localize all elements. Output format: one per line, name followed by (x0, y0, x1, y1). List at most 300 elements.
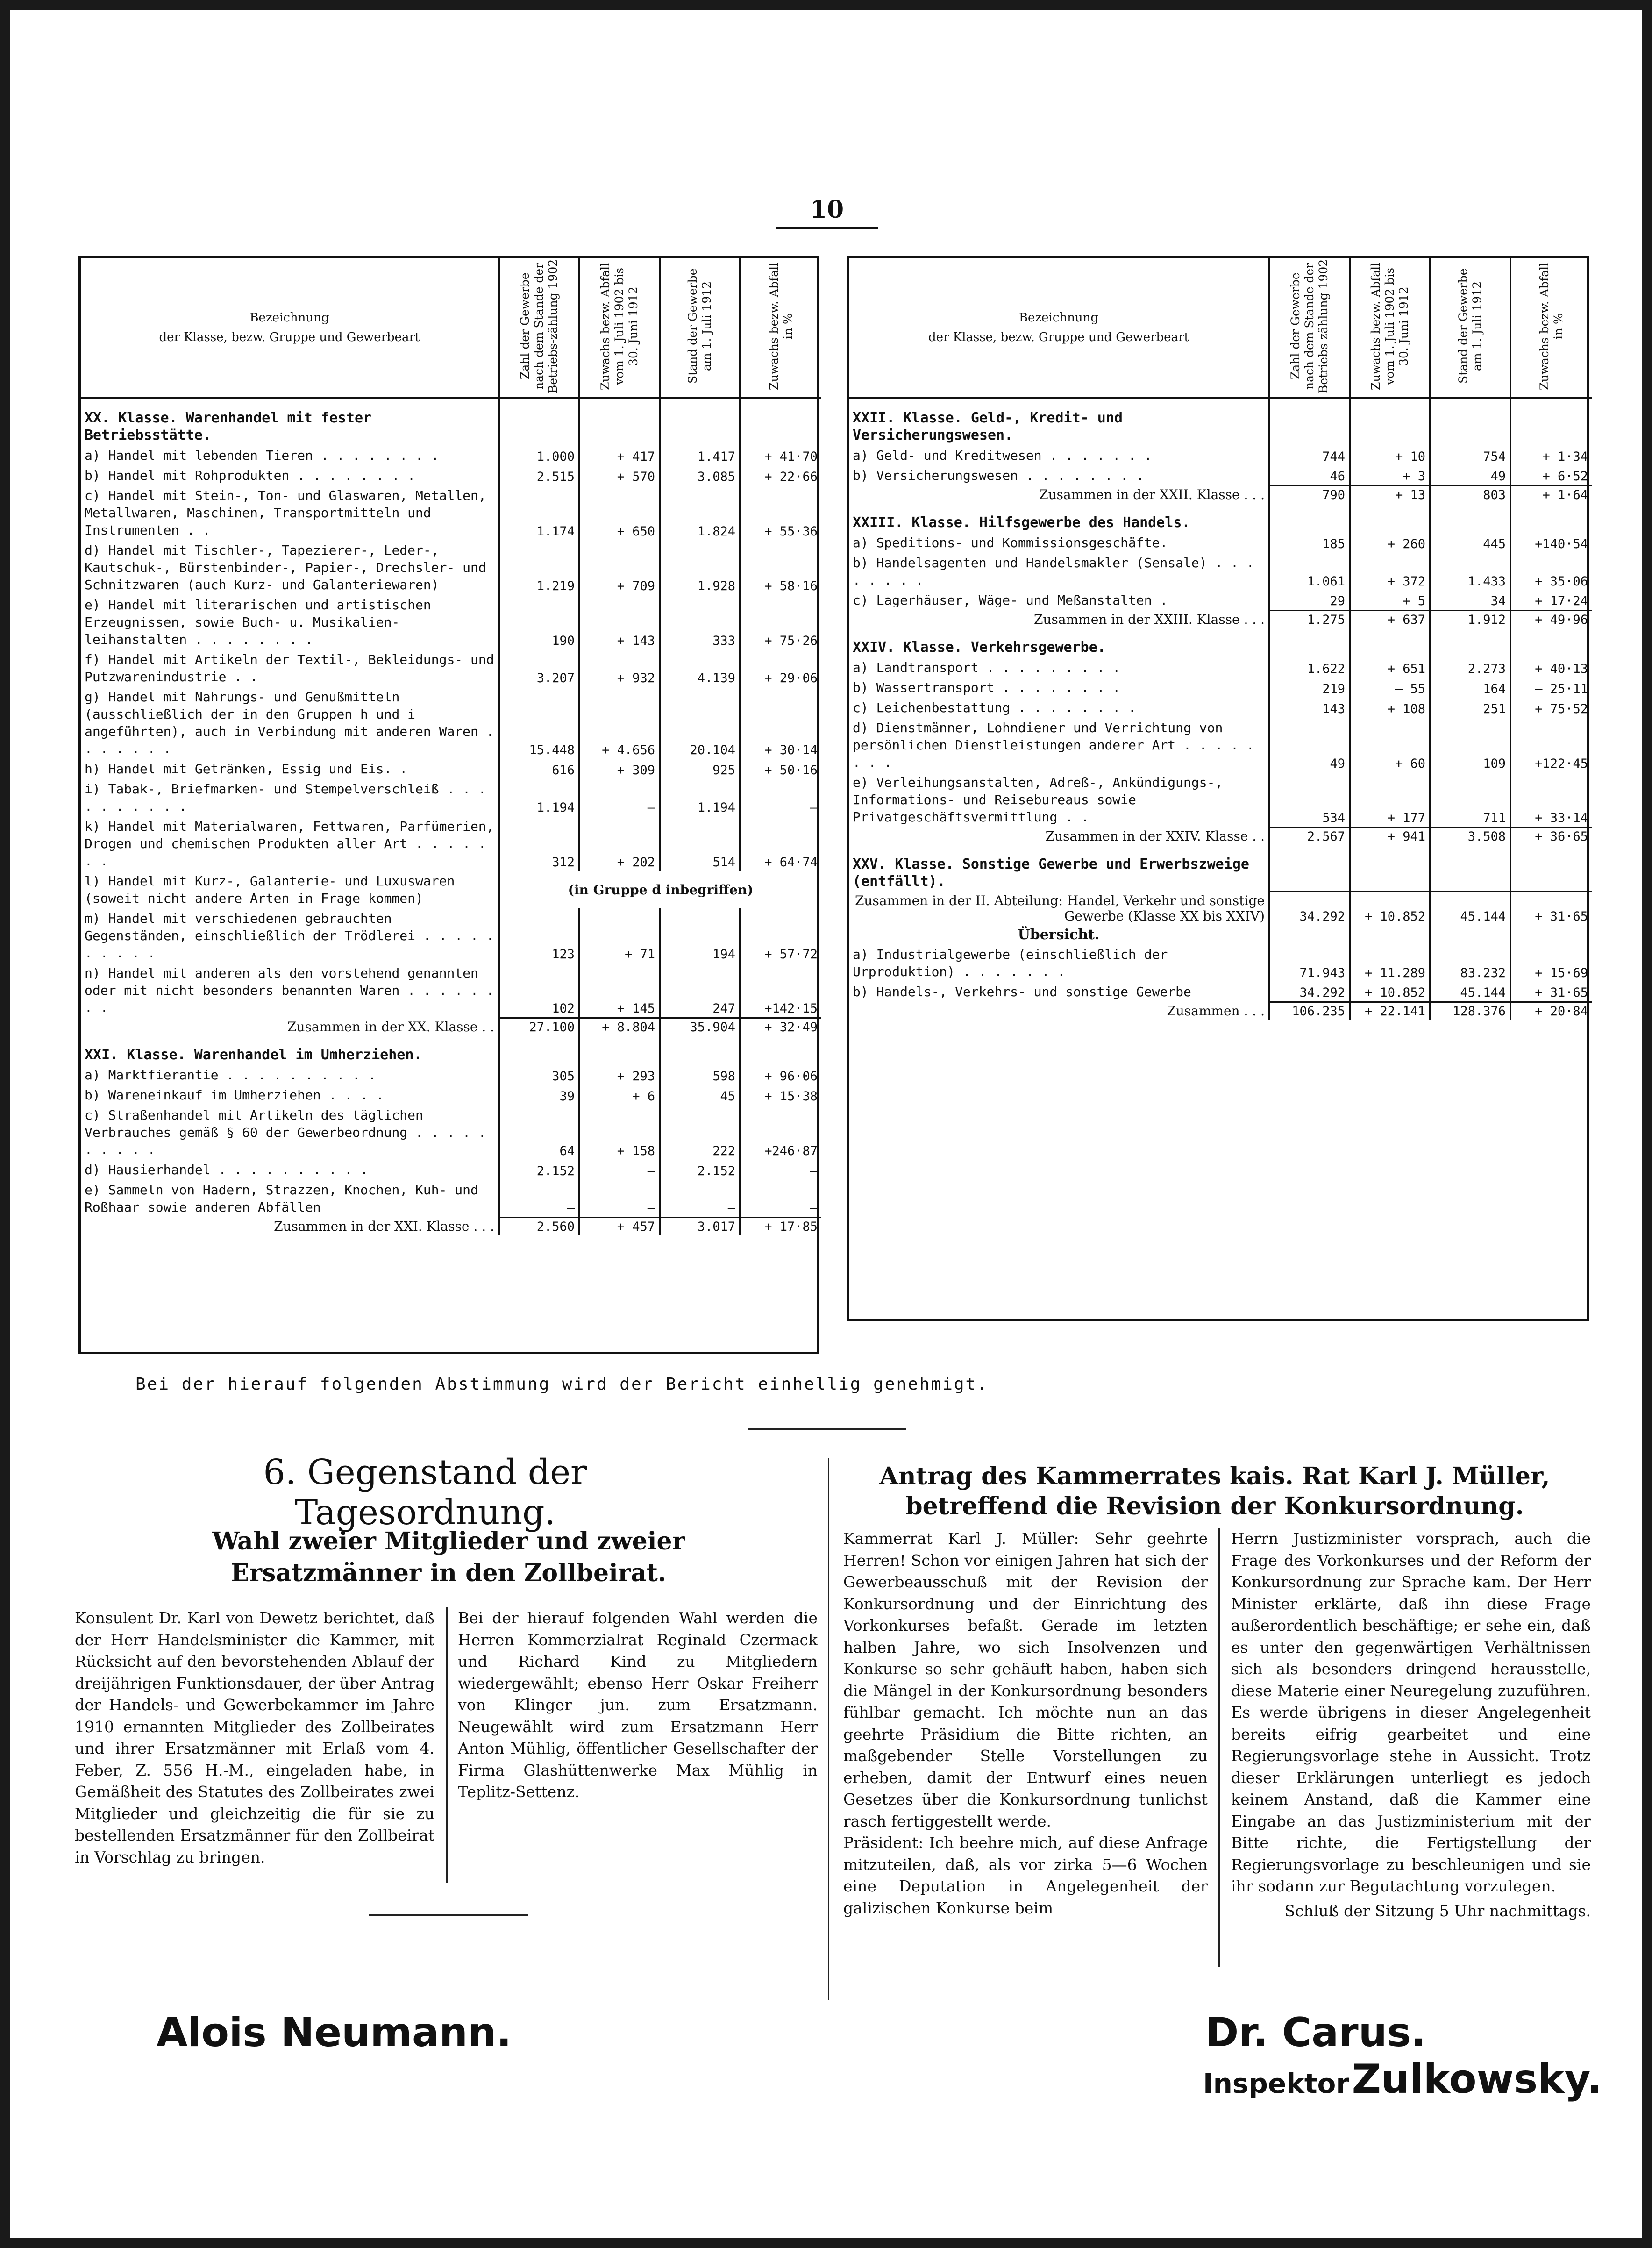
count-1902: 305 (499, 1065, 579, 1085)
row-label: b) Handelsagenten und Handelsmakler (Sensale) . . . . . . . . (849, 553, 1269, 590)
empty-cell (1269, 925, 1350, 944)
change-percent: + 17·24 (1535, 593, 1588, 608)
count-1902: 102 (499, 963, 579, 1018)
count-1902: 2.560 (499, 1217, 579, 1235)
count-1912: 222 (660, 1105, 740, 1160)
table-row (849, 657, 1592, 678)
table-row (849, 533, 1592, 553)
class-heading: XX. Klasse. Warenhandel mit fester Betriebsstätte. (81, 398, 499, 446)
header-designation (849, 258, 1269, 398)
class-heading: XXII. Klasse. Geld-, Kredit- und Versicherungswesen. (849, 398, 1269, 446)
header-col3: Stand der Gewerbe am 1. Juli 1912 (1430, 258, 1510, 398)
sum-label: Zusammen in der XXI. Klasse . . . (81, 1217, 499, 1235)
count-1912: 754 (1430, 445, 1510, 465)
change-percent: + 35·06 (1535, 574, 1588, 589)
count-1912: 711 (1430, 772, 1510, 827)
count-1902: 2.515 (499, 465, 579, 485)
table-row (849, 772, 1592, 827)
change-percent: + 58·16 (764, 579, 818, 593)
row-label: e) Handel mit literarischen und artistischen Erzeugnissen, sowie Buch- u. Musikalien-leihanstalten . . . . . . . . (81, 595, 499, 649)
count-1912: 2.152 (660, 1160, 740, 1180)
table-row (81, 908, 821, 963)
empty-cell (1430, 925, 1510, 944)
table-row (81, 779, 821, 816)
table-row (849, 982, 1592, 1002)
count-1902: 34.292 (1269, 982, 1350, 1002)
change-percent: + 96·06 (764, 1069, 818, 1084)
row-label: a) Industrialgewerbe (einschließlich der Urproduktion) . . . . . . . (849, 944, 1269, 982)
empty-cell (579, 398, 660, 446)
table-row (849, 553, 1592, 590)
count-1912: 20.104 (660, 687, 740, 759)
change-absolute: + 372 (1350, 553, 1430, 590)
change-percent: + 30·14 (764, 743, 818, 757)
sum-row (849, 827, 1592, 845)
change-percent: + 40·13 (1535, 662, 1588, 676)
change-absolute: + 417 (579, 445, 660, 465)
change-percent: + 33·14 (1535, 810, 1588, 825)
column-rule (828, 1458, 829, 2000)
empty-cell (1269, 504, 1350, 533)
table-header-row (81, 258, 821, 398)
section6-column1: Konsulent Dr. Karl von Dewetz berichtet, daß der Herr Handelsminister die Kammer, mit Rücksicht auf den bevorstehenden Ablauf der dreijährigen Funktionsdauer, der über Antrag der Handels- und Gewerbekammer im Jahre 1910 ernannten Mitglieder des Zollbeirates und ihrer Ersatzmänner mit Erlaß vom 4. Feber, Z. 556 H.-M., eingeladen habe, in Gemäßheit des Statutes des Zollbeirates zwei Mitglieder und gleichzeitig die für sie zu bestellenden Ersatzmänner für den Zollbeirat in Vorschlag zu bringen. (75, 1609, 434, 1866)
change-percent: + 50·16 (764, 763, 818, 778)
empty-cell (579, 1036, 660, 1065)
left-table-body (81, 398, 821, 1236)
count-1912: 49 (1430, 465, 1510, 485)
class-heading: XXIV. Klasse. Verkehrsgewerbe. (849, 628, 1269, 657)
row-label: b) Handels-, Verkehrs- und sonstige Gewerbe (849, 982, 1269, 1002)
change-absolute: — 55 (1350, 678, 1430, 698)
change-percent: + 55·36 (764, 524, 818, 539)
count-1912: 45.144 (1430, 892, 1510, 925)
row-label: l) Handel mit Kurz-, Galanterie- und Luxuswaren (soweit nicht andere Arten in Frage kommen) (81, 871, 499, 908)
change-absolute: + 108 (1350, 698, 1430, 718)
count-1902: 39 (499, 1085, 579, 1105)
empty-cell (1269, 845, 1350, 892)
change-percent: + 32·49 (740, 1018, 821, 1036)
change-percent: + 15·38 (764, 1089, 818, 1104)
count-1912: 4.139 (660, 649, 740, 687)
class-heading: XXIII. Klasse. Hilfsgewerbe des Handels. (849, 504, 1269, 533)
table-row (81, 759, 821, 779)
change-percent: — (810, 800, 818, 815)
overview-heading: Übersicht. (849, 925, 1269, 944)
header-col2: Zuwachs bezw. Abfall vom 1. Juli 1902 bis 30. Juni 1912 (1350, 258, 1430, 398)
change-absolute: + 4.656 (579, 687, 660, 759)
change-absolute: + 71 (579, 908, 660, 963)
empty-cell (1510, 925, 1592, 944)
sum-row (81, 1217, 821, 1235)
count-1912: — (660, 1180, 740, 1217)
change-absolute: + 8.804 (579, 1018, 660, 1036)
change-absolute: + 3 (1350, 465, 1430, 485)
overview-heading-row (849, 925, 1592, 944)
row-label: h) Handel mit Getränken, Essig und Eis. . (81, 759, 499, 779)
change-absolute: + 941 (1350, 827, 1430, 845)
column-rule (1218, 1528, 1220, 1967)
section6-subtitle: Wahl zweier Mitglieder und zweier Ersatzmänner in den Zollbeirat. (212, 1527, 685, 1587)
row-label: b) Handel mit Rohprodukten . . . . . . . . (81, 465, 499, 485)
count-1912: 803 (1430, 485, 1510, 504)
left-statistics-table (78, 256, 819, 1354)
change-absolute: + 158 (579, 1105, 660, 1160)
class-heading-row (849, 504, 1592, 533)
count-1902: 219 (1269, 678, 1350, 698)
table-row (81, 465, 821, 485)
change-percent: +140·54 (1535, 537, 1588, 551)
table-header-row (849, 258, 1592, 398)
change-percent: + 20·84 (1510, 1002, 1592, 1020)
change-percent: + 6·52 (1542, 469, 1588, 484)
row-label: m) Handel mit verschiedenen gebrauchten Gegenständen, einschließlich der Trödlerei . . . . . . . . . . (81, 908, 499, 963)
empty-cell (1510, 628, 1592, 657)
class-heading-row (81, 398, 821, 446)
antrag-president-speech: Präsident: Ich beehre mich, auf diese Anfrage mitzuteilen, daß, als vor zirka 5—6 Wochen eine Deputation in Angelegenheit der galizischen Konkurse beim (843, 1834, 1208, 1917)
change-percent: — 25·11 (1535, 682, 1588, 696)
count-1902: — (499, 1180, 579, 1217)
section6-end-rule (369, 1914, 528, 1916)
sum-label: Zusammen in der XX. Klasse . . (81, 1018, 499, 1036)
empty-cell (740, 398, 821, 446)
signature-neumann: Alois Neumann. (157, 2009, 512, 2056)
sum-label: Zusammen in der XXIV. Klasse . . (849, 827, 1269, 845)
change-absolute: + 177 (1350, 772, 1430, 827)
count-1902: 3.207 (499, 649, 579, 687)
change-absolute: + 60 (1350, 718, 1430, 772)
empty-cell (1350, 398, 1430, 446)
row-label: k) Handel mit Materialwaren, Fettwaren, Parfümerien, Drogen und chemischen Produkten aller Art . . . . . . . (81, 816, 499, 871)
change-absolute: + 570 (579, 465, 660, 485)
row-label: d) Handel mit Tischler-, Tapezierer-, Leder-, Kautschuk-, Bürstenbinder-, Papier-, Drechsler- und Schnitzwaren (auch Kurz- und Galanteriewaren) (81, 540, 499, 595)
empty-cell (1350, 925, 1430, 944)
change-percent: + 17·85 (740, 1217, 821, 1235)
vote-statement: Bei der hierauf folgenden Abstimmung wird der Bericht einhellig genehmigt. (135, 1375, 989, 1394)
count-1902: 185 (1269, 533, 1350, 553)
table-row (81, 687, 821, 759)
row-label: a) Speditions- und Kommissionsgeschäfte. (849, 533, 1269, 553)
count-1902: 534 (1269, 772, 1350, 827)
table-row (81, 1180, 821, 1217)
zulkowsky-name: Zulkowsky. (1352, 2056, 1602, 2103)
sum-label: Zusammen in der II. Abteilung: Handel, Verkehr und sonstige Gewerbe (Klasse XX bis XXIV) (849, 892, 1269, 925)
table-row (849, 944, 1592, 982)
count-1912: 3.085 (660, 465, 740, 485)
count-1912: 1.912 (1430, 610, 1510, 628)
row-label: c) Straßenhandel mit Artikeln des täglichen Verbrauches gemäß § 60 der Gewerbeordnung . . . . . . . . . . (81, 1105, 499, 1160)
change-absolute: + 637 (1350, 610, 1430, 628)
row-label: e) Verleihungsanstalten, Adreß-, Ankündigungs-, Informations- und Reisebureaus sowie Privatgeschäftsvermittlung . . (849, 772, 1269, 827)
change-absolute: + 10.852 (1350, 892, 1430, 925)
count-1902: 123 (499, 908, 579, 963)
change-percent: + 1·64 (1510, 485, 1592, 504)
count-1902: 71.943 (1269, 944, 1350, 982)
antrag-mueller-speech: Kammerrat Karl J. Müller: Sehr geehrte Herren! Schon vor einigen Jahren hat sich der Gewerbeausschuß mit der Revision der Konkursordnung und der Einrichtung des Vorkonkurses befaßt. Gerade im letzten halben Jahre, wo sich Insolvenzen und Konkurse so sehr gehäuft haben, haben sich die Mängel in der Konkursordnung besonders fühlbar gemacht. Ich möchte nun an das geehrte Präsidium die Bitte richten, an maßgebender Stelle Vorstellungen zu erheben, damit der Entwurf eines neuen Gesetzes über die Konkursordnung tunlichst rasch fertiggestellt werde. (843, 1529, 1208, 1830)
change-percent: +142·15 (764, 1001, 818, 1016)
count-1902: 27.100 (499, 1018, 579, 1036)
right-statistics-table (847, 256, 1589, 1321)
header-designation (81, 258, 499, 398)
table-row (81, 595, 821, 649)
count-1902: 2.567 (1269, 827, 1350, 845)
empty-cell (660, 398, 740, 446)
class-heading-row (849, 398, 1592, 446)
count-1912: 333 (660, 595, 740, 649)
count-1912: 45.144 (1430, 982, 1510, 1002)
empty-cell (1430, 398, 1510, 446)
count-1912: 3.017 (660, 1217, 740, 1235)
count-1902: 15.448 (499, 687, 579, 759)
table-row (81, 871, 821, 908)
sum-label: Zusammen in der XXIII. Klasse . . . (849, 610, 1269, 628)
row-label: c) Leichenbestattung . . . . . . . . (849, 698, 1269, 718)
table-row (81, 816, 821, 871)
count-1912: 83.232 (1430, 944, 1510, 982)
count-1912: 34 (1430, 590, 1510, 610)
count-1902: 1.000 (499, 445, 579, 465)
change-percent: + 41·70 (764, 450, 818, 464)
change-percent: + 29·06 (764, 671, 818, 685)
antrag-column2 (1231, 1528, 1591, 1922)
count-1912: 45 (660, 1085, 740, 1105)
row-label: d) Hausierhandel . . . . . . . . . . (81, 1160, 499, 1180)
change-absolute: + 457 (579, 1217, 660, 1235)
change-absolute: — (579, 1160, 660, 1180)
empty-cell (1269, 628, 1350, 657)
count-1912: 247 (660, 963, 740, 1018)
sum-label: Zusammen . . . (849, 1002, 1269, 1020)
empty-cell (1350, 845, 1430, 892)
signature-carus: Dr. Carus. (1205, 2009, 1426, 2056)
table-row (849, 445, 1592, 465)
count-1912: 194 (660, 908, 740, 963)
count-1902: 790 (1269, 485, 1350, 504)
row-label: f) Handel mit Artikeln der Textil-, Bekleidungs- und Putzwarenindustrie . . (81, 649, 499, 687)
change-absolute: + 10 (1350, 445, 1430, 465)
empty-cell (1430, 504, 1510, 533)
change-absolute: + 10.852 (1350, 982, 1430, 1002)
row-label: c) Lagerhäuser, Wäge- und Meßanstalten . (849, 590, 1269, 610)
count-1902: 1.275 (1269, 610, 1350, 628)
right-table-body (849, 398, 1592, 1021)
count-1912: 1.194 (660, 779, 740, 816)
table-row (81, 1105, 821, 1160)
table-row (81, 1160, 821, 1180)
table-row (81, 445, 821, 465)
change-percent: + 64·74 (764, 855, 818, 870)
change-absolute: + 293 (579, 1065, 660, 1085)
count-1902: 46 (1269, 465, 1350, 485)
sum-row (849, 485, 1592, 504)
row-label: d) Dienstmänner, Lohndiener und Verrichtung von persönlichen Dienstleistungen anderer Art . . . . . . . . (849, 718, 1269, 772)
row-label: g) Handel mit Nahrungs- und Genußmitteln (ausschließlich der in den Gruppen h und i angeführten), auch in Verbindung mit anderen Waren . . . . . . . (81, 687, 499, 759)
count-1912: 1.928 (660, 540, 740, 595)
count-1902: 143 (1269, 698, 1350, 718)
change-percent: + 31·65 (1535, 985, 1588, 1000)
change-percent: + 36·65 (1510, 827, 1592, 845)
row-label: i) Tabak-, Briefmarken- und Stempelverschleiß . . . . . . . . . . (81, 779, 499, 816)
row-label: b) Wareneinkauf im Umherziehen . . . . (81, 1085, 499, 1105)
change-absolute: + 22.141 (1350, 1002, 1430, 1020)
count-1902: 190 (499, 595, 579, 649)
empty-cell (740, 1036, 821, 1065)
table-row (849, 678, 1592, 698)
change-percent: + 49·96 (1510, 610, 1592, 628)
empty-cell (499, 398, 579, 446)
change-percent: +122·45 (1535, 756, 1588, 771)
count-1912: 1.417 (660, 445, 740, 465)
change-absolute: — (579, 779, 660, 816)
sum-row (849, 1002, 1592, 1020)
header-designation-line1: Bezeichnung (249, 311, 329, 325)
change-absolute: + 143 (579, 595, 660, 649)
antrag-title: Antrag des Kammerrates kais. Rat Karl J. Müller, betreffend die Revision der Konkursordnung. (879, 1462, 1550, 1520)
empty-cell (660, 1036, 740, 1065)
count-1912: 109 (1430, 718, 1510, 772)
change-percent: + 75·52 (1535, 702, 1588, 716)
table-row (81, 540, 821, 595)
count-1902: 2.152 (499, 1160, 579, 1180)
class-heading: XXI. Klasse. Warenhandel im Umherziehen. (81, 1036, 499, 1065)
count-1902: 1.174 (499, 485, 579, 540)
row-span-note: (in Gruppe d inbegriffen) (568, 882, 754, 898)
count-1912: 3.508 (1430, 827, 1510, 845)
page-number: 10 (810, 195, 844, 224)
table-row (81, 485, 821, 540)
row-label: a) Geld- und Kreditwesen . . . . . . . (849, 445, 1269, 465)
change-percent: — (810, 1164, 818, 1178)
table-row (81, 963, 821, 1018)
count-1902: 34.292 (1269, 892, 1350, 925)
change-absolute: + 145 (579, 963, 660, 1018)
section6-title: 6. Gegenstand der Tagesordnung. (263, 1452, 587, 1533)
change-absolute: + 709 (579, 540, 660, 595)
row-label: n) Handel mit anderen als den vorstehend genannten oder mit nicht besonders benannten Waren . . . . . . . . (81, 963, 499, 1018)
count-1902: 29 (1269, 590, 1350, 610)
change-absolute: — (579, 1180, 660, 1217)
table-row (81, 1085, 821, 1105)
header-col4: Zuwachs bezw. Abfall in % (740, 258, 821, 398)
row-label: b) Wassertransport . . . . . . . . (849, 678, 1269, 698)
count-1912: 35.904 (660, 1018, 740, 1036)
count-1902: 49 (1269, 718, 1350, 772)
header-col4: Zuwachs bezw. Abfall in % (1510, 258, 1592, 398)
change-absolute: + 5 (1350, 590, 1430, 610)
empty-cell (1510, 504, 1592, 533)
change-percent: + 75·26 (764, 634, 818, 648)
table-row (849, 590, 1592, 610)
change-absolute: + 11.289 (1350, 944, 1430, 982)
row-label: a) Landtransport . . . . . . . . . (849, 657, 1269, 678)
table-row (849, 465, 1592, 485)
sum-row (849, 892, 1592, 925)
header-designation-line1: Bezeichnung (1018, 311, 1099, 325)
count-1902: 1.061 (1269, 553, 1350, 590)
empty-cell (499, 1036, 579, 1065)
change-absolute: + 6 (579, 1085, 660, 1105)
sum-row (81, 1018, 821, 1036)
change-absolute: + 650 (579, 485, 660, 540)
count-1912: 251 (1430, 698, 1510, 718)
count-1912: 1.433 (1430, 553, 1510, 590)
class-heading-row (849, 845, 1592, 892)
change-percent: + 15·69 (1535, 966, 1588, 980)
row-label: e) Sammeln von Hadern, Strazzen, Knochen, Kuh- und Roßhaar sowie anderen Abfällen (81, 1180, 499, 1217)
count-1912: 2.273 (1430, 657, 1510, 678)
change-absolute: + 651 (1350, 657, 1430, 678)
header-col3: Stand der Gewerbe am 1. Juli 1912 (660, 258, 740, 398)
header-col2: Zuwachs bezw. Abfall vom 1. Juli 1902 bis 30. Juni 1912 (579, 258, 660, 398)
sum-label: Zusammen in der XXII. Klasse . . . (849, 485, 1269, 504)
sum-row (849, 610, 1592, 628)
empty-cell (1510, 845, 1592, 892)
antrag-minister-text: Herrn Justizminister vorsprach, auch die Frage des Vorkonkurses und der Reform der Konkursordnung zur Sprache kam. Der Herr Minister erklärte, daß ihn diese Frage außerordentlich beschäftige; er sehe ein, daß es unter den gegenwärtigen Verhältnissen sich als besonders dringend herausstelle, diese Materie einer Neuregelung zuzuführen. Es werde übrigens in dieser Angelegenheit bereits eifrig gearbeitet und eine Regierungsvorlage stehe in Aussicht. Trotz dieser Erklärungen unterliegt es jedoch keinem Anstand, daß die Kammer eine Eingabe an das Justizministerium mit der Bitte richte, die Fertigstellung der Regierungsvorlage zu beschleunigen und sie ihr sodann zur Begutachtung vorzulegen. (1231, 1529, 1591, 1895)
change-percent: + 31·65 (1510, 892, 1592, 925)
closing-line: Schluß der Sitzung 5 Uhr nachmittags. (1284, 1901, 1591, 1920)
header-col1: Zahl der Gewerbe nach dem Stande der Betriebs-zählung 1902 (499, 258, 579, 398)
header-designation-line2: der Klasse, bezw. Gruppe und Gewerbeart (928, 330, 1189, 344)
empty-cell (1350, 628, 1430, 657)
row-label: b) Versicherungswesen . . . . . . . . (849, 465, 1269, 485)
count-1902: 1.622 (1269, 657, 1350, 678)
change-absolute: + 260 (1350, 533, 1430, 553)
inspektor-title: Inspektor (1203, 2068, 1349, 2099)
table-row (81, 1065, 821, 1085)
count-1912: 925 (660, 759, 740, 779)
count-1912: 598 (660, 1065, 740, 1085)
row-label: c) Handel mit Stein-, Ton- und Glaswaren, Metallen, Metallwaren, Maschinen, Transportmitteln und Instrumenten . . (81, 485, 499, 540)
empty-cell (1430, 845, 1510, 892)
antrag-column1 (843, 1528, 1208, 1919)
row-label: a) Handel mit lebenden Tieren . . . . . . . . (81, 445, 499, 465)
row-label: a) Marktfierantie . . . . . . . . . . (81, 1065, 499, 1085)
table-row (81, 649, 821, 687)
count-1902: 744 (1269, 445, 1350, 465)
empty-cell (1430, 628, 1510, 657)
count-1902: 1.194 (499, 779, 579, 816)
table-row (849, 718, 1592, 772)
section-divider (748, 1428, 906, 1430)
class-heading-row (81, 1036, 821, 1065)
change-percent: + 22·66 (764, 470, 818, 484)
column-rule (446, 1607, 448, 1883)
signature-zulkowsky-line (1203, 2056, 1602, 2103)
change-absolute: + 309 (579, 759, 660, 779)
change-percent: +246·87 (764, 1144, 818, 1158)
change-percent: + 1·34 (1542, 450, 1588, 464)
count-1902: 64 (499, 1105, 579, 1160)
count-1902: 106.235 (1269, 1002, 1350, 1020)
count-1912: 1.824 (660, 485, 740, 540)
header-col1: Zahl der Gewerbe nach dem Stande der Betriebs-zählung 1902 (1269, 258, 1350, 398)
table-row (849, 698, 1592, 718)
empty-cell (1510, 398, 1592, 446)
class-heading-row (849, 628, 1592, 657)
change-absolute: + 202 (579, 816, 660, 871)
count-1912: 514 (660, 816, 740, 871)
change-percent: + 57·72 (764, 947, 818, 962)
empty-cell (1269, 398, 1350, 446)
change-absolute: + 13 (1350, 485, 1430, 504)
count-1902: 616 (499, 759, 579, 779)
count-1912: 445 (1430, 533, 1510, 553)
class-heading: XXV. Klasse. Sonstige Gewerbe und Erwerbszweige (entfällt). (849, 845, 1269, 892)
count-1902: 312 (499, 816, 579, 871)
section6-column2: Bei der hierauf folgenden Wahl werden die Herren Kommerzialrat Reginald Czermack und Richard Kind zu Mitgliedern wiedergewählt; ebenso Herr Oskar Freiherr von Klinger jun. zum Ersatzmann. Neugewählt wird zum Ersatzmann Herr Anton Mühlig, öffentlicher Gesellschafter der Firma Glashüttenwerke Max Mühlig in Teplitz-Settenz. (458, 1609, 818, 1801)
change-absolute: + 932 (579, 649, 660, 687)
empty-cell (1350, 504, 1430, 533)
count-1912: 128.376 (1430, 1002, 1510, 1020)
